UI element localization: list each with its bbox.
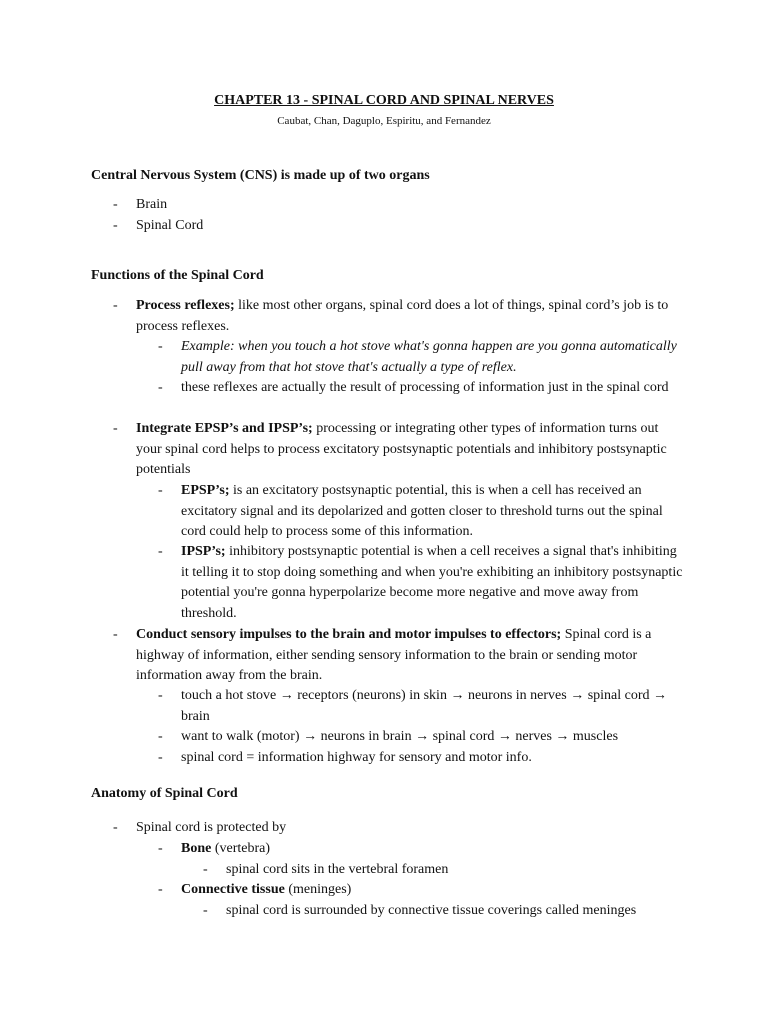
bone-label: Bone xyxy=(181,841,212,856)
list-item xyxy=(113,216,683,237)
reflexes-paragraph xyxy=(136,296,683,337)
connective-tissue-label: Connective tissue xyxy=(181,882,285,897)
bullet-dash: - xyxy=(203,903,208,918)
bullet-dash: - xyxy=(158,729,163,744)
list-item xyxy=(113,195,683,216)
bullet-dash: - xyxy=(158,339,163,354)
list-item xyxy=(158,748,683,769)
bullet-dash: - xyxy=(113,298,118,313)
ipsp-label: IPSP’s; xyxy=(181,544,226,559)
bone-text: (vertebra) xyxy=(211,841,271,856)
reflexes-text: like most other organs, spinal cord does a lot of things, spinal cord’s job is to process reflexes. xyxy=(136,298,669,334)
list-item xyxy=(158,542,683,624)
list-item xyxy=(158,839,683,860)
conduct-sensory-path: touch a hot stove → receptors (neurons) in skin → neurons in nerves → spinal cord → brain xyxy=(181,688,668,724)
bone-item xyxy=(181,839,683,860)
bone-detail: spinal cord sits in the vertebral foramen xyxy=(226,862,449,877)
list-item xyxy=(158,727,683,748)
list-item xyxy=(158,337,683,378)
conduct-paragraph xyxy=(136,625,683,687)
list-item xyxy=(158,880,683,901)
integrate-label: Integrate EPSP’s and IPSP’s; xyxy=(136,421,313,436)
bullet-dash: - xyxy=(158,841,163,856)
conduct-text: Spinal cord is a highway of information, either sending sensory information to the brain or sending motor information away from the brain. xyxy=(136,627,652,684)
ipsp-text: inhibitory postsynaptic potential is when a cell receives a signal that's inhibiting it telling it to stop doing something and when you're exhibiting an inhibitory postsynaptic potential you're gonna hyperpolarize become more negative and move away from threshold. xyxy=(181,544,683,621)
reflex-example: Example: when you touch a hot stove what's gonna happen are you gonna automatically pull away from that hot stove that's actually a type of reflex. xyxy=(181,339,677,375)
cns-item-brain: Brain xyxy=(136,197,168,212)
epsp-label: EPSP’s; xyxy=(181,483,230,498)
bullet-dash: - xyxy=(113,218,118,233)
conduct-summary: spinal cord = information highway for sensory and motor info. xyxy=(181,750,532,765)
bullet-dash: - xyxy=(158,688,163,703)
connective-tissue-detail: spinal cord is surrounded by connective tissue coverings called meninges xyxy=(226,903,637,918)
bullet-dash: - xyxy=(113,627,118,642)
functions-heading: Functions of the Spinal Cord xyxy=(91,268,264,283)
integrate-text: processing or integrating other types of information turns out your spinal cord helps to process excitatory postsynaptic potentials and inhibitory postsynaptic potentials xyxy=(136,421,667,478)
list-item xyxy=(158,686,683,727)
conduct-label: Conduct sensory impulses to the brain and motor impulses to effectors; xyxy=(136,627,562,642)
cns-heading: Central Nervous System (CNS) is made up of two organs xyxy=(91,168,430,183)
list-item xyxy=(203,860,683,881)
anatomy-heading: Anatomy of Spinal Cord xyxy=(91,786,238,801)
bullet-dash: - xyxy=(158,882,163,897)
bullet-dash: - xyxy=(203,862,208,877)
bullet-dash: - xyxy=(158,544,163,559)
authors-line: Caubat, Chan, Daguplo, Espiritu, and Fernandez xyxy=(277,115,491,127)
cns-item-spinal-cord: Spinal Cord xyxy=(136,218,204,233)
chapter-title: CHAPTER 13 - SPINAL CORD AND SPINAL NERVES xyxy=(214,93,554,108)
list-item xyxy=(113,419,683,481)
integrate-paragraph xyxy=(136,419,683,481)
protected-by: Spinal cord is protected by xyxy=(136,820,287,835)
epsp-paragraph xyxy=(181,481,683,543)
conduct-motor-path: want to walk (motor) → neurons in brain → spinal cord → nerves → muscles xyxy=(181,729,619,744)
bullet-dash: - xyxy=(158,750,163,765)
bullet-dash: - xyxy=(158,483,163,498)
epsp-text: is an excitatory postsynaptic potential, this is when a cell has received an excitatory signal and its depolarized and gotten closer to threshold turns out the spinal cord could help to process some of this information. xyxy=(181,483,663,540)
list-item xyxy=(113,296,683,337)
connective-tissue-text: (meninges) xyxy=(284,882,352,897)
bullet-dash: - xyxy=(113,820,118,835)
connective-tissue-item xyxy=(181,880,683,901)
list-item xyxy=(158,378,683,399)
ipsp-paragraph xyxy=(181,542,683,624)
list-item xyxy=(113,818,683,839)
bullet-dash: - xyxy=(113,421,118,436)
list-item xyxy=(113,625,683,687)
bullet-dash: - xyxy=(158,380,163,395)
list-item xyxy=(158,481,683,543)
reflexes-label: Process reflexes; xyxy=(136,298,235,313)
list-item xyxy=(203,901,683,922)
bullet-dash: - xyxy=(113,197,118,212)
reflex-note: these reflexes are actually the result of processing of information just in the spinal cord xyxy=(181,380,669,395)
